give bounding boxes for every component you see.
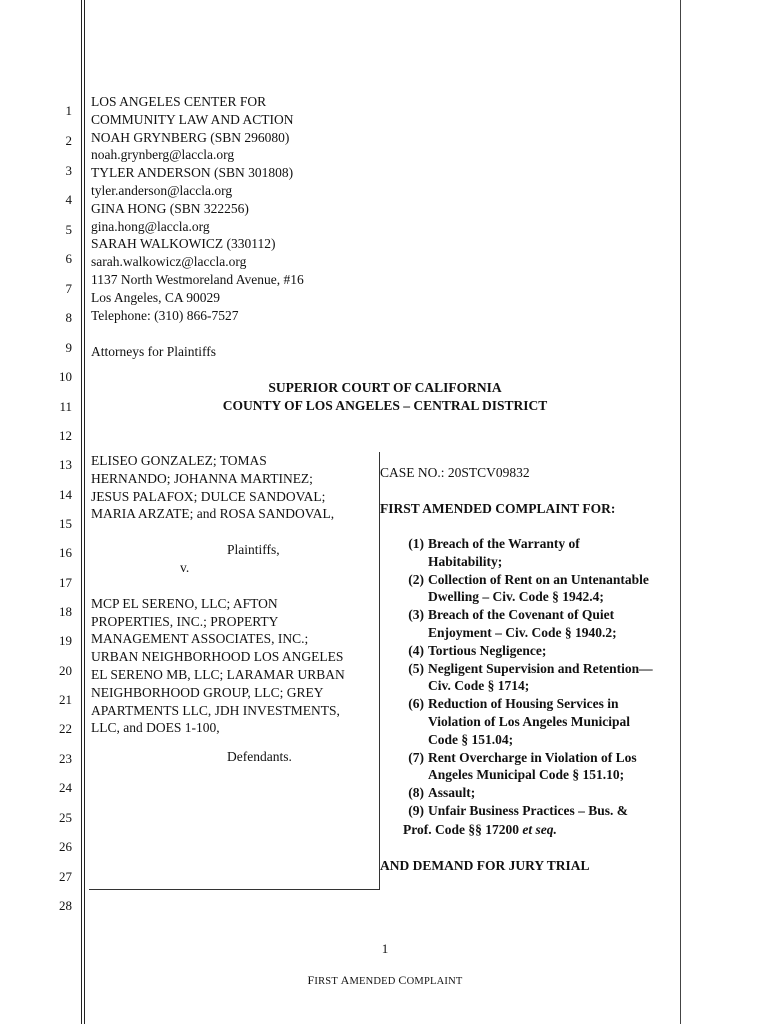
cause-of-action-line: Tortious Negligence; <box>428 642 547 658</box>
line-number: 15 <box>59 516 72 531</box>
cause-of-action-line: Habitability; <box>428 553 503 569</box>
page-number: 1 <box>381 941 389 956</box>
cause-of-action-number: (7) <box>408 749 424 765</box>
line-number: 22 <box>59 721 72 736</box>
cause-of-action-line: Collection of Rent on an Untenantable <box>428 571 649 587</box>
complaint-heading: FIRST AMENDED COMPLAINT FOR: <box>380 501 616 516</box>
caption-bottom-rule <box>89 889 380 890</box>
line-number: 14 <box>59 487 72 502</box>
cause-of-action-text <box>428 642 546 660</box>
claim-9-continuation: Prof. Code §§ 17200 et seq. <box>403 822 557 837</box>
cause-of-action <box>380 784 690 802</box>
cause-of-action-number: (5) <box>408 660 424 676</box>
cause-of-action-line: Dwelling – Civ. Code § 1942.4; <box>428 589 604 605</box>
cause-of-action-line: Assault; <box>428 785 476 801</box>
cause-of-action-number: (6) <box>408 696 424 712</box>
attorney-caption-line: LOS ANGELES CENTER FOR <box>91 94 267 109</box>
court-district: COUNTY OF LOS ANGELES – CENTRAL DISTRICT <box>222 398 548 413</box>
line-number: 26 <box>59 839 72 854</box>
cause-of-action-line: Reduction of Housing Services in <box>428 696 619 712</box>
plaintiff-line: HERNANDO; JOHANNA MARTINEZ; <box>91 470 313 486</box>
line-number: 23 <box>59 751 72 766</box>
attorney-caption <box>91 93 304 324</box>
cause-of-action-text <box>428 749 637 785</box>
cause-of-action <box>380 571 690 607</box>
defendant-line: EL SERENO MB, LLC; LARAMAR URBAN <box>91 666 345 682</box>
line-number: 11 <box>59 399 72 414</box>
cause-of-action-line: Rent Overcharge in Violation of Los <box>428 749 637 765</box>
attorney-caption-line: Telephone: (310) 866-7527 <box>91 307 239 323</box>
defendant-line: MCP EL SERENO, LLC; AFTON <box>91 595 278 611</box>
plaintiffs-label: Plaintiffs, <box>227 542 280 558</box>
line-number: 18 <box>59 604 72 619</box>
cause-of-action-line: Enjoyment – Civ. Code § 1940.2; <box>428 624 617 640</box>
cause-of-action-number: (3) <box>408 607 424 623</box>
line-number: 27 <box>59 869 72 884</box>
line-number: 4 <box>65 192 72 207</box>
versus: v. <box>180 559 190 575</box>
attorney-caption-line: NOAH GRYNBERG (SBN 296080) <box>91 129 290 145</box>
defendants-list <box>91 595 381 737</box>
line-number: 21 <box>59 692 72 707</box>
right-margin-rule <box>680 0 681 1024</box>
cause-of-action-line: Breach of the Covenant of Quiet <box>428 607 615 623</box>
attorney-caption-line: GINA HONG (SBN 322256) <box>91 200 249 216</box>
line-number: 17 <box>59 575 72 590</box>
defendant-line: NEIGHBORHOOD GROUP, LLC; GREY <box>91 684 324 700</box>
attorney-caption-line: tyler.anderson@laccla.org <box>91 182 233 198</box>
cause-of-action-line: Breach of the Warranty of <box>428 536 580 551</box>
line-number: 10 <box>59 369 72 384</box>
defendant-line: APARTMENTS LLC, JDH INVESTMENTS, <box>91 702 340 718</box>
defendant-line: URBAN NEIGHBORHOOD LOS ANGELES <box>91 649 344 665</box>
left-margin-rule-inner <box>84 0 85 1024</box>
case-number: CASE NO.: 20STCV09832 <box>380 465 530 480</box>
line-number: 19 <box>59 633 72 648</box>
attorney-caption-line: gina.hong@laccla.org <box>91 218 210 234</box>
attorney-caption-line: COMMUNITY LAW AND ACTION <box>91 111 294 127</box>
attorney-caption-line: sarah.walkowicz@laccla.org <box>91 254 247 270</box>
cause-of-action-number: (2) <box>408 571 424 587</box>
party-caption <box>91 452 381 766</box>
line-number: 3 <box>65 163 72 178</box>
cause-of-action-text <box>428 606 617 642</box>
cause-of-action <box>380 749 690 785</box>
defendant-line: LLC, and DOES 1-100, <box>91 720 220 736</box>
defendant-line: MANAGEMENT ASSOCIATES, INC.; <box>91 631 309 647</box>
cause-of-action <box>380 642 690 660</box>
attorney-caption-line: noah.grynberg@laccla.org <box>91 147 235 163</box>
cause-of-action-line: Negligent Supervision and Retention— <box>428 660 653 676</box>
cause-of-action <box>380 660 690 696</box>
line-number: 1 <box>65 103 72 118</box>
cause-of-action-number: (9) <box>408 802 424 818</box>
cause-of-action-line: Unfair Business Practices – Bus. & <box>428 802 629 818</box>
attorney-caption-line: Los Angeles, CA 90029 <box>91 289 221 305</box>
line-number: 5 <box>65 222 72 237</box>
cause-of-action-text <box>428 695 630 748</box>
line-number: 20 <box>59 663 72 678</box>
cause-of-action-line: Violation of Los Angeles Municipal <box>428 713 631 729</box>
jury-demand: AND DEMAND FOR JURY TRIAL <box>380 858 590 873</box>
cause-of-action-line: Civ. Code § 1714; <box>428 678 530 694</box>
line-number: 2 <box>65 133 72 148</box>
footer-document-title: FIRST AMENDED COMPLAINT <box>307 973 463 987</box>
cause-of-action <box>380 535 690 571</box>
line-number: 25 <box>59 810 72 825</box>
cause-of-action <box>380 606 690 642</box>
defendants-label: Defendants. <box>227 749 292 765</box>
line-number: 12 <box>59 428 72 443</box>
line-number: 13 <box>59 457 72 472</box>
line-number: 16 <box>59 545 72 560</box>
attorney-caption-line: TYLER ANDERSON (SBN 301808) <box>91 165 294 181</box>
line-number: 28 <box>59 898 72 913</box>
cause-of-action <box>380 695 690 748</box>
attorney-caption-line: SARAH WALKOWICZ (330112) <box>91 236 276 252</box>
plaintiff-line: JESUS PALAFOX; DULCE SANDOVAL; <box>91 488 326 504</box>
plaintiffs-list <box>91 452 381 523</box>
attorneys-for: Attorneys for Plaintiffs <box>91 344 216 359</box>
cause-of-action-text <box>428 784 475 802</box>
cause-of-action-line: Angeles Municipal Code § 151.10; <box>428 767 625 783</box>
attorney-caption-line: 1137 North Westmoreland Avenue, #16 <box>91 271 304 287</box>
cause-of-action-text <box>428 571 649 607</box>
court-name: SUPERIOR COURT OF CALIFORNIA <box>268 380 502 395</box>
causes-of-action <box>380 535 690 820</box>
cause-of-action-text <box>428 535 580 571</box>
cause-of-action <box>380 802 690 820</box>
cause-of-action-number: (8) <box>408 785 424 801</box>
left-margin-rule-outer <box>81 0 82 1024</box>
line-number: 7 <box>65 281 72 296</box>
line-number: 8 <box>65 310 72 325</box>
line-number: 9 <box>65 340 72 355</box>
cause-of-action-line: Code § 151.04; <box>428 731 514 747</box>
cause-of-action-text <box>428 660 653 696</box>
cause-of-action-text <box>428 802 628 820</box>
defendant-line: PROPERTIES, INC.; PROPERTY <box>91 613 279 629</box>
cause-of-action-number: (4) <box>408 642 424 658</box>
cause-of-action-number: (1) <box>408 536 424 551</box>
line-number: 6 <box>65 251 72 266</box>
line-number: 24 <box>59 780 72 795</box>
plaintiff-line: ELISEO GONZALEZ; TOMAS <box>91 453 267 468</box>
plaintiff-line: MARIA ARZATE; and ROSA SANDOVAL, <box>91 506 335 522</box>
